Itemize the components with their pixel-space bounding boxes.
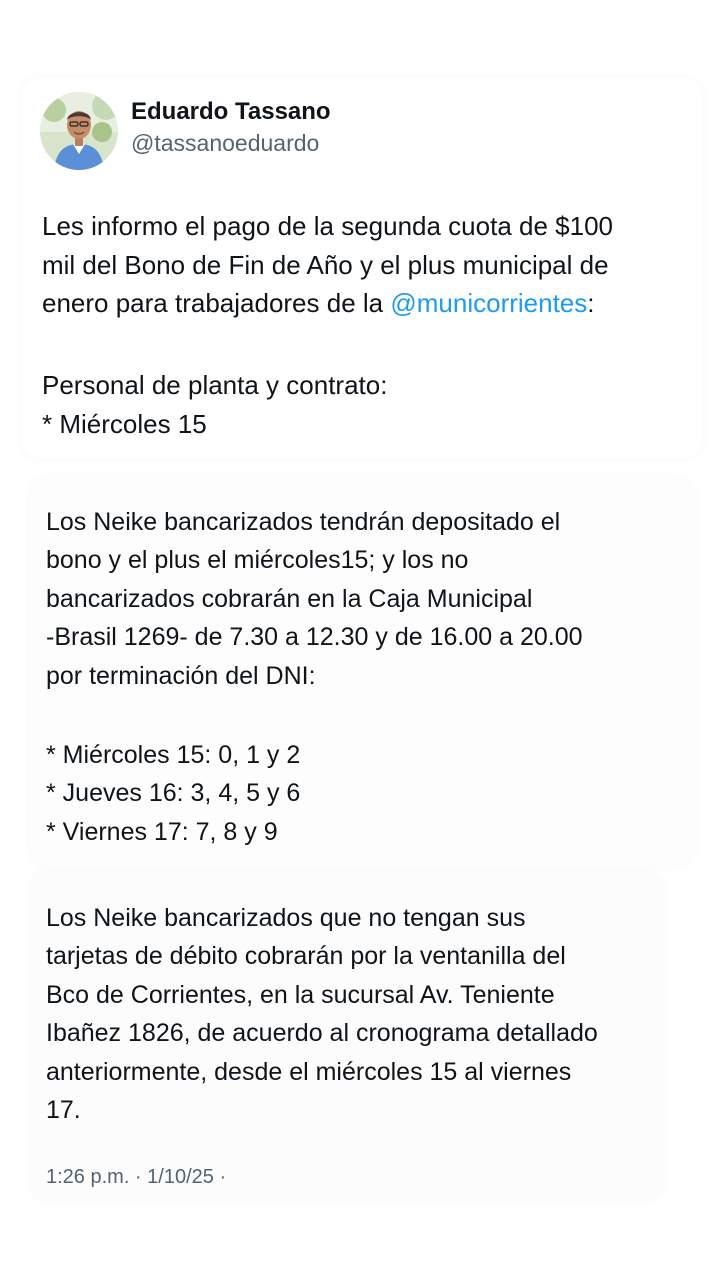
avatar-photo [40, 92, 118, 170]
block-line: Ibañez 1826, de acuerdo al cronograma detallado [46, 1019, 598, 1048]
block-line: por terminación del DNI: [46, 661, 316, 690]
tweet-paragraph-1 [42, 207, 692, 323]
block-line: -Brasil 1269- de 7.30 a 12.30 y de 16.00 a 20.00 [46, 623, 583, 652]
tweet-line: Les informo el pago de la segunda cuota de $100 [42, 211, 613, 241]
tweet-line [42, 284, 692, 323]
schedule-item: * Jueves 16: 3, 4, 5 y 6 [46, 779, 301, 808]
tweet-text-segment: enero para trabajadores de la [42, 288, 391, 318]
avatar[interactable] [40, 92, 118, 170]
block-line: 17. [46, 1096, 81, 1125]
block1-text [46, 503, 686, 695]
block-line: bancarizados cobrarán en la Caja Municipal [46, 584, 533, 613]
author-handle[interactable]: @tassanoeduardo [131, 130, 320, 156]
tweet-line: mil del Bono de Fin de Año y el plus municipal de [42, 249, 609, 280]
block-line: bono y el plus el miércoles15; y los no [46, 546, 469, 575]
schedule-list [46, 736, 686, 851]
block-line: Los Neike bancarizados que no tengan sus [46, 904, 526, 932]
schedule-item: * Viernes 17: 7, 8 y 9 [46, 817, 278, 846]
tweet-timestamp[interactable]: 1:26 p.m. · 1/10/25 · [46, 1166, 227, 1188]
schedule-item: * Miércoles 15: 0, 1 y 2 [46, 741, 301, 769]
block-line: tarjetas de débito cobrarán por la ventanilla del [46, 942, 566, 971]
block-line: Bco de Corrientes, en la sucursal Av. Teniente [46, 980, 555, 1009]
tweet-line: Personal de planta y contrato: [42, 370, 388, 400]
block-line: anteriormente, desde el miércoles 15 al viernes [46, 1057, 572, 1086]
tweet-line: * Miércoles 15 [42, 408, 207, 439]
block-line: Los Neike bancarizados tendrán depositado el [46, 508, 561, 536]
tweet-text-segment: : [587, 288, 595, 318]
tweet-paragraph-2 [42, 366, 692, 443]
block2-text [46, 899, 686, 1129]
author-name[interactable]: Eduardo Tassano [131, 98, 331, 125]
mention-link[interactable]: @municorrientes [390, 288, 588, 318]
